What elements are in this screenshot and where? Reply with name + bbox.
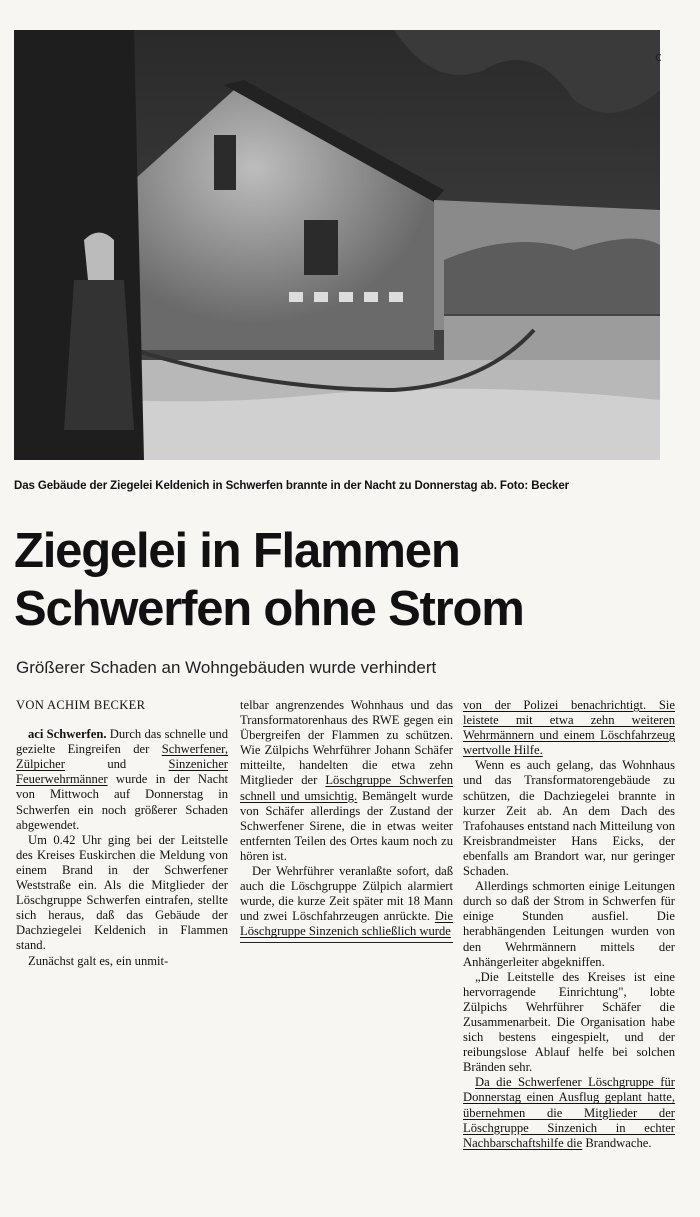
paragraph-8: Allerdings schmorten einige Leitungen durch so daß der Strom in Schwerfen für einige Stunden ausfiel. Die herabhängenden Leitungen wurden von den Wehrmännern mittels der Anhängerleiter abgekniffen.	[463, 879, 675, 969]
paragraph-5: Der Wehrführer veranlaßte sofort, daß auch die Löschgruppe Zülpich alarmiert wurde, die kurze Zeit später mit 18 Mann und zwei Löschfahrzeugen anrückte. Die Löschgruppe Sinzenich schließlich wurde	[240, 864, 453, 939]
dateline: aci Schwerfen.	[28, 727, 107, 742]
paragraph-2: Um 0.42 Uhr ging bei der Leitstelle des Kreises Euskirchen die Meldung von einem Brand in der Schwerfener Weststraße ein. Als die Mitglieder der Löschgruppe Schwerfen eintrafen, stellte sich heraus, daß das Gebäude der Dachziegelei Keldenich in Flammen stand.	[16, 832, 228, 953]
paragraph-6	[463, 698, 675, 758]
paragraph-4: telbar angrenzendes Wohnhaus und das Transformatorenhaus des RWE gegen ein Übergreifen der Flammen zu schützen. Wie Zülpichs Wehrführer Johann Schäfer mitteilte, handelten die etwa zehn Mitglieder der Löschgruppe Schwerfen schnell und umsichtig. Bemängelt wurde von Schäfer allerdings der Zustand der Schwerfener Sirene, die in etwas weiter entfernten Teilen des Ortes kaum noch zu hören ist.	[240, 698, 454, 863]
paragraph-9: „Die Leitstelle des Kreises ist eine hervorragende Einrichtung", lobte Zülpichs Wehrführer Schäfer die Zusammenarbeit. Die Organisation habe sich bestens eingespielt, und der reibungslose Ablauf helfe bei solchen Bränden sehr.	[463, 969, 675, 1075]
underlined-text: Sinzenicher Feuerwehrmänner	[16, 757, 228, 787]
paragraph-10: Da die Schwerfener Löschgruppe für Donnerstag einen Ausflug geplant hatte, übernehmen die Mitglieder der Löschgruppe Sinzenich in echter Nachbarschaftshilfe die Brandwache.	[463, 1075, 675, 1150]
paragraph-1: aci Schwerfen. Durch das schnelle und gezielte Eingreifen der Schwerfener, Zülpicher und Sinzenicher Feuerwehrmänner wurde in der Nacht von Mittwoch auf Donnerstag in Schwerfen ein noch größerer Schaden abgewendet.	[16, 727, 229, 832]
underlined-text: von der Polizei benachrichtigt. Sie leistete mit etwa zehn weiteren Wehrmännern und einem Löschfahrzeug wertvolle Hilfe.	[463, 698, 675, 758]
headline-line-2: Schwerfen ohne Strom	[14, 582, 524, 636]
photo-caption: Das Gebäude der Ziegelei Keldenich in Schwerfen brannte in der Nacht zu Donnerstag ab. Foto: Becker	[14, 480, 569, 492]
edge-mark: c	[655, 50, 662, 64]
underlined-text: Löschgruppe Schwerfen schnell und umsichtig.	[240, 773, 453, 803]
burning-building-image	[14, 30, 660, 460]
underline-rule	[240, 942, 453, 943]
article-column-1	[16, 698, 228, 969]
fire-photo	[14, 30, 660, 460]
article-column-3	[463, 698, 675, 1151]
headline	[14, 522, 694, 638]
underlined-text: Da die Schwerfener Löschgruppe für Donnerstag einen Ausflug geplant hatte, übernehmen die Mitglieder der Löschgruppe Sinzenich in echter Nachbarschaftshilfe die	[463, 1075, 675, 1150]
underlined-text: Schwerfener, Zülpicher	[16, 742, 228, 772]
article-column-2	[240, 698, 453, 943]
subheadline: Größerer Schaden an Wohngebäuden wurde verhindert	[16, 658, 437, 677]
headline-line-1: Ziegelei in Flammen	[14, 524, 460, 578]
paragraph-3: Zunächst galt es, ein unmit-	[28, 953, 169, 968]
paragraph-7: Wenn es auch gelang, das Wohnhaus und das Transformatorengebäude zu schützen, die Dachziegelei brannte in kurzer Zeit ab. An dem Dach des Trafohauses entstand nach Mitteilung von Kreisbrandmeister Hans Eicks, der ebenfalls am Brandort war, nur geringer Schaden.	[463, 758, 675, 879]
underlined-text: Die Löschgruppe Sinzenich schließlich wurde	[240, 909, 453, 939]
byline: VON ACHIM BECKER	[16, 698, 146, 712]
